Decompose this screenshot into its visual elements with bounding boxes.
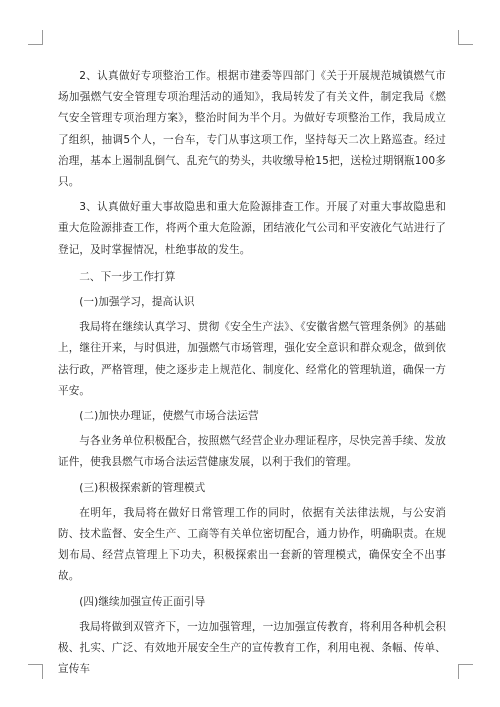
paragraph-special-rectification: 2、认真做好专项整治工作。根据市建委等四部门《关于开展规范城镇燃气市场加强燃气安全管理专项治理活动的通知》，我局转发了有关文件，制定我局《燃气安全管理专项治理方案》，整治时间为半个月。为做好专项整治工作，我局成立了组织，抽调5个人，一台车，专门从事这项工作，坚持每天二次上路巡查。经过治理，基本上遏制乱倒气、乱充气的势头，共收缴导枪15把，送检过期钢瓶100多只。 [58, 70, 446, 189]
paragraph-hazard-investigation: 3、认真做好重大事故隐患和重大危险源排查工作。开展了对重大事故隐患和重大危险源排查工作，将两个重大危险源，团结液化气公司和平安液化气站进行了登记，及时掌握情况，杜绝事故的发生。 [58, 201, 446, 256]
crop-mark-bottom-right [458, 664, 473, 679]
subheading-publicity: (四)继续加强宣传正面引导 [79, 595, 206, 608]
crop-mark-top-right [458, 30, 473, 45]
paragraph-licensing: 与各业务单位积极配合，按照燃气经营企业办理证程序，尽快完善手续、发放证件，使我县燃气市场合法运营健康发展，以利于我们的管理。 [58, 435, 446, 469]
crop-mark-bottom-left [28, 664, 43, 679]
subheading-management-model: (三)积极探索新的管理模式 [79, 481, 206, 494]
paragraph-management-model: 在明年，我局将在做好日常管理工作的同时，依据有关法律法规，与公安消防、技术监督、安全生产、工商等有关单位密切配合，通力协作，明确职责。在规划布局、经营点管理上下功夫，积极探索出一套新的管理模式，确保安全不出事故。 [58, 506, 446, 583]
crop-mark-top-left [28, 30, 43, 45]
subheading-licensing: (二)加快办理证，使燃气市场合法运营 [79, 410, 259, 423]
section-heading-next-steps: 二、下一步工作打算 [79, 270, 176, 283]
paragraph-strengthen-study: 我局将在继续认真学习、贯彻《安全生产法》、《安徽省燃气管理条例》的基础上，继往开来，与时俱进，加强燃气市场管理，强化安全意识和群众观念，做到依法行政，严格管理，使之逐步走上规范化、制度化、经常化的管理轨道，确保一方平安。 [58, 321, 446, 397]
document-body [58, 66, 446, 680]
paragraph-publicity: 我局将做到双管齐下，一边加强管理，一边加强宣传教育，将利用各种机会积极、扎实、广泛、有效地开展安全生产的宣传教育工作，利用电视、条幅、传单、宣传车 [58, 620, 446, 676]
subheading-strengthen-study: (一)加强学习，提高认识 [79, 296, 195, 309]
